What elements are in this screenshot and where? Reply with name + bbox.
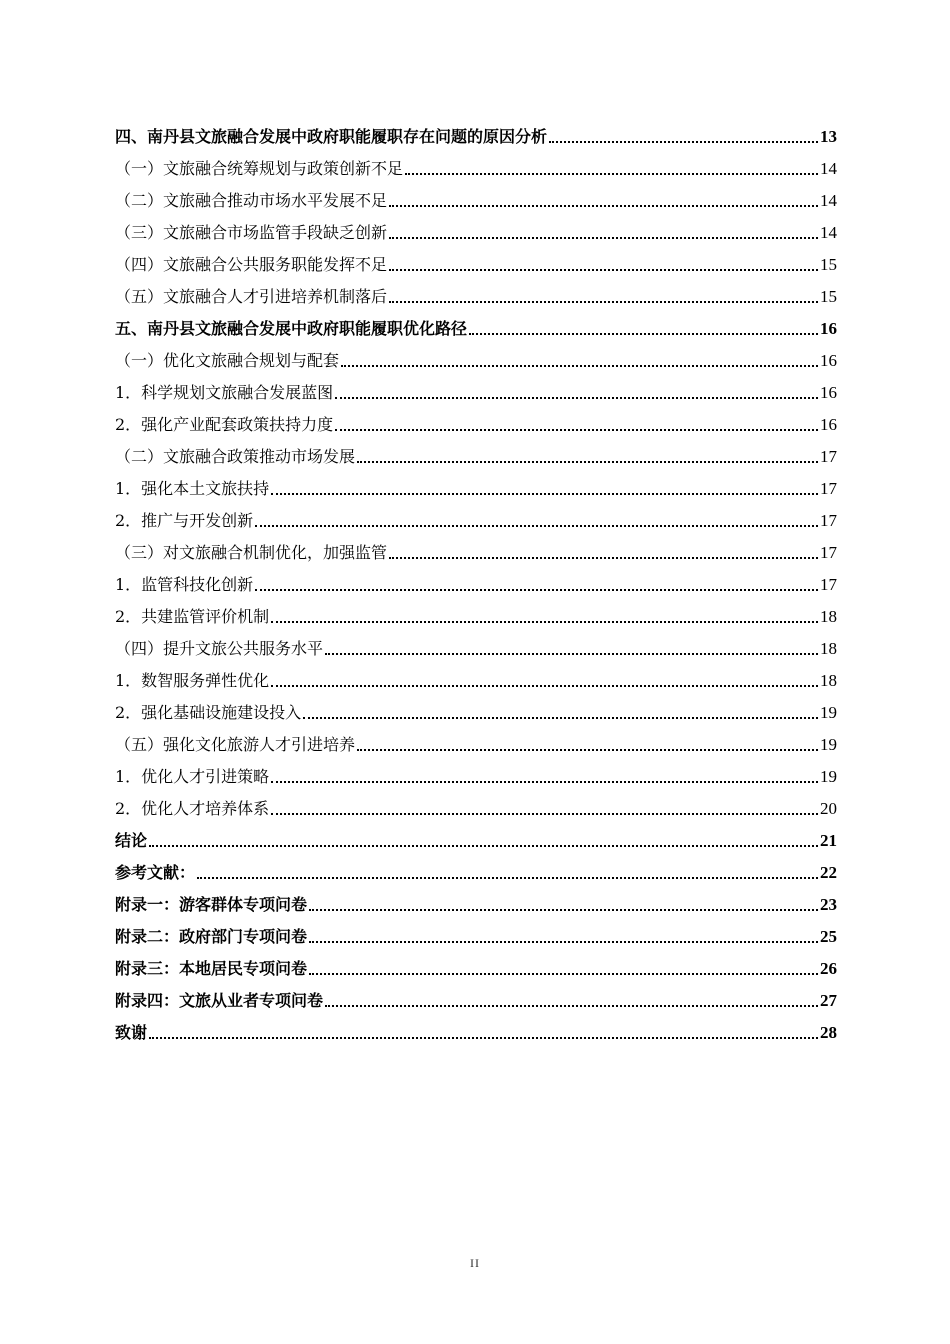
toc-entry[interactable] <box>115 308 837 340</box>
toc-entry[interactable] <box>115 500 837 532</box>
toc-dot-leader <box>255 589 818 591</box>
toc-entry-title: 2．强化基础设施建设投入 <box>115 703 302 722</box>
toc-entry-title: 2．共建监管评价机制 <box>115 607 270 626</box>
toc-entry[interactable] <box>115 564 837 596</box>
toc-dot-leader <box>335 429 818 431</box>
toc-entry-page-number: 17 <box>820 511 837 530</box>
toc-entry-title: 参考文献： <box>115 863 196 882</box>
toc-dot-leader <box>271 621 818 623</box>
toc-entry-page-number: 18 <box>820 639 837 658</box>
toc-dot-leader <box>309 973 818 975</box>
toc-entry-page-number: 22 <box>820 863 837 882</box>
toc-dot-leader <box>389 557 818 559</box>
toc-entry-page-number: 14 <box>820 159 837 178</box>
toc-entry-title: 1．强化本土文旅扶持 <box>115 479 270 498</box>
toc-entry-page-number: 17 <box>820 479 837 498</box>
toc-dot-leader <box>549 141 818 143</box>
toc-entry[interactable] <box>115 340 837 372</box>
toc-dot-leader <box>325 653 818 655</box>
toc-entry-title: （一）文旅融合统筹规划与政策创新不足 <box>115 159 404 178</box>
toc-entry[interactable] <box>115 436 837 468</box>
toc-entry-page-number: 25 <box>820 927 837 946</box>
toc-entry[interactable] <box>115 596 837 628</box>
toc-entry-page-number: 19 <box>820 767 837 786</box>
toc-entry-title: （三）对文旅融合机制优化，加强监管 <box>115 543 388 562</box>
toc-dot-leader <box>149 845 818 847</box>
toc-entry-page-number: 17 <box>820 543 837 562</box>
toc-entry-title: （四）提升文旅公共服务水平 <box>115 639 324 658</box>
toc-entry-title: 五、南丹县文旅融合发展中政府职能履职优化路径 <box>115 319 468 338</box>
toc-entry-page-number: 27 <box>820 991 837 1010</box>
toc-entry-title: 附录三：本地居民专项问卷 <box>115 959 308 978</box>
toc-entry[interactable] <box>115 628 837 660</box>
toc-entry-title: （五）强化文化旅游人才引进培养 <box>115 735 356 754</box>
toc-entry[interactable] <box>115 372 837 404</box>
toc-entry-page-number: 16 <box>820 351 837 370</box>
toc-entry-title: 1．数智服务弹性优化 <box>115 671 270 690</box>
toc-entry-page-number: 23 <box>820 895 837 914</box>
toc-entry[interactable] <box>115 1012 837 1044</box>
toc-dot-leader <box>469 333 818 335</box>
toc-entry[interactable] <box>115 276 837 308</box>
toc-dot-leader <box>389 237 818 239</box>
toc-dot-leader <box>303 717 818 719</box>
toc-entry-title: 1．监管科技化创新 <box>115 575 254 594</box>
toc-entry-page-number: 17 <box>820 575 837 594</box>
toc-dot-leader <box>405 173 818 175</box>
toc-entry[interactable] <box>115 980 837 1012</box>
toc-dot-leader <box>271 813 818 815</box>
toc-dot-leader <box>335 397 818 399</box>
toc-entry-title: （四）文旅融合公共服务职能发挥不足 <box>115 255 388 274</box>
toc-entry-page-number: 18 <box>820 671 837 690</box>
toc-dot-leader <box>271 493 818 495</box>
toc-entry[interactable] <box>115 660 837 692</box>
toc-entry-page-number: 19 <box>820 703 837 722</box>
toc-entry-page-number: 16 <box>820 383 837 402</box>
toc-entry-page-number: 16 <box>820 319 837 338</box>
toc-entry-title: 附录一：游客群体专项问卷 <box>115 895 308 914</box>
toc-entry-title: 附录二：政府部门专项问卷 <box>115 927 308 946</box>
toc-entry[interactable] <box>115 468 837 500</box>
toc-entry[interactable] <box>115 756 837 788</box>
toc-entry-page-number: 19 <box>820 735 837 754</box>
toc-entry[interactable] <box>115 404 837 436</box>
toc-entry-title: （五）文旅融合人才引进培养机制落后 <box>115 287 388 306</box>
toc-entry-title: 附录四：文旅从业者专项问卷 <box>115 991 324 1010</box>
toc-entry-title: 四、南丹县文旅融合发展中政府职能履职存在问题的原因分析 <box>115 127 548 146</box>
toc-entry[interactable] <box>115 948 837 980</box>
toc-entry-page-number: 15 <box>820 255 837 274</box>
toc-entry-page-number: 14 <box>820 223 837 242</box>
toc-entry-title: 2．推广与开发创新 <box>115 511 254 530</box>
toc-entry-page-number: 21 <box>820 831 837 850</box>
toc-dot-leader <box>149 1037 818 1039</box>
toc-entry-title: 2．强化产业配套政策扶持力度 <box>115 415 334 434</box>
toc-entry[interactable] <box>115 148 837 180</box>
toc-entry-page-number: 16 <box>820 415 837 434</box>
toc-entry[interactable] <box>115 724 837 756</box>
toc-dot-leader <box>341 365 818 367</box>
toc-entry-title: （三）文旅融合市场监管手段缺乏创新 <box>115 223 388 242</box>
toc-dot-leader <box>389 301 818 303</box>
toc-entry-title: 结论 <box>115 831 148 850</box>
toc-entry[interactable] <box>115 788 837 820</box>
toc-entry-title: （一）优化文旅融合规划与配套 <box>115 351 340 370</box>
toc-entry[interactable] <box>115 116 837 148</box>
toc-dot-leader <box>255 525 818 527</box>
table-of-contents <box>115 116 837 1044</box>
toc-dot-leader <box>309 941 818 943</box>
toc-entry[interactable] <box>115 692 837 724</box>
toc-dot-leader <box>197 877 818 879</box>
toc-entry[interactable] <box>115 884 837 916</box>
toc-dot-leader <box>357 749 818 751</box>
toc-dot-leader <box>271 685 818 687</box>
toc-entry[interactable] <box>115 244 837 276</box>
toc-entry-page-number: 20 <box>820 799 837 818</box>
toc-dot-leader <box>357 461 818 463</box>
toc-entry-page-number: 13 <box>820 127 837 146</box>
toc-entry-title: 1．科学规划文旅融合发展蓝图 <box>115 383 334 402</box>
toc-dot-leader <box>389 269 818 271</box>
toc-entry[interactable] <box>115 916 837 948</box>
toc-dot-leader <box>325 1005 818 1007</box>
toc-entry-page-number: 17 <box>820 447 837 466</box>
toc-dot-leader <box>271 781 818 783</box>
toc-entry-page-number: 28 <box>820 1023 837 1042</box>
toc-entry-page-number: 18 <box>820 607 837 626</box>
toc-entry-title: 1．优化人才引进策略 <box>115 767 270 786</box>
toc-entry-title: 2．优化人才培养体系 <box>115 799 270 818</box>
toc-entry-title: （二）文旅融合政策推动市场发展 <box>115 447 356 466</box>
toc-entry[interactable] <box>115 212 837 244</box>
toc-entry-page-number: 26 <box>820 959 837 978</box>
toc-entry[interactable] <box>115 180 837 212</box>
toc-entry[interactable] <box>115 820 837 852</box>
toc-dot-leader <box>309 909 818 911</box>
toc-entry-title: （二）文旅融合推动市场水平发展不足 <box>115 191 388 210</box>
toc-dot-leader <box>389 205 818 207</box>
page-number: II <box>470 1256 480 1270</box>
toc-entry-title: 致谢 <box>115 1023 148 1042</box>
toc-entry-page-number: 15 <box>820 287 837 306</box>
toc-entry[interactable] <box>115 852 837 884</box>
toc-entry[interactable] <box>115 532 837 564</box>
toc-entry-page-number: 14 <box>820 191 837 210</box>
